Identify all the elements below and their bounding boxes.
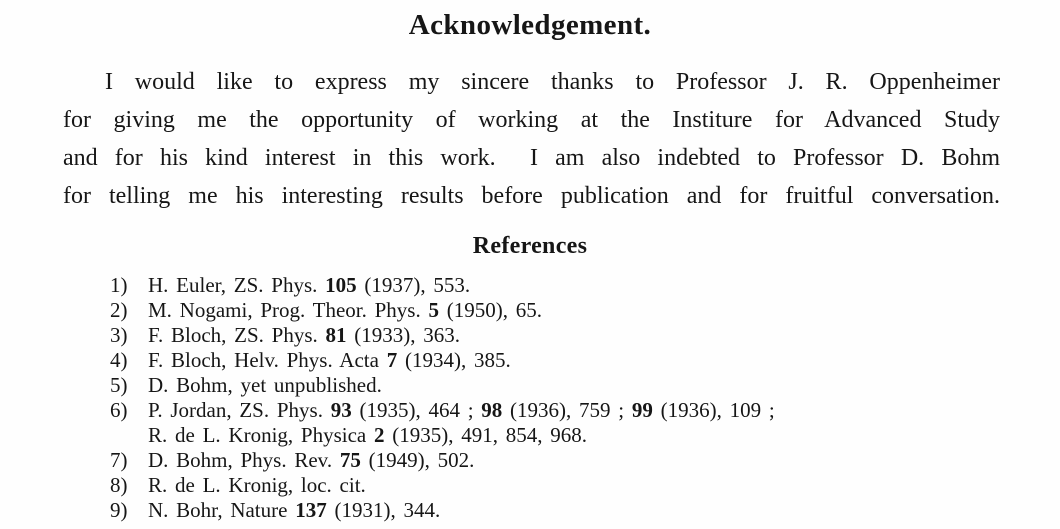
citation-text: (1937), 553. — [356, 273, 471, 297]
reference-number: 1) — [110, 273, 128, 297]
volume-number: 137 — [295, 498, 327, 522]
acknowledgement-heading: Acknowledgement. — [408, 9, 652, 41]
citation-text: (1936), 109 ; — [652, 398, 775, 422]
reference-text — [148, 373, 1060, 398]
reference-text — [148, 323, 1060, 348]
reference-text — [148, 348, 1060, 373]
acknowledgement-line: for telling me his interesting results before publication and for fruitful conversation. — [63, 183, 1000, 209]
citation-text: D. Bohm, yet unpublished. — [148, 373, 382, 397]
reference-item — [110, 473, 1060, 498]
reference-text — [148, 298, 1060, 323]
citation-text: M. Nogami, Prog. Theor. Phys. — [148, 298, 429, 322]
volume-number: 2 — [373, 423, 385, 447]
volume-number: 99 — [631, 398, 653, 422]
reference-text — [148, 398, 1060, 423]
citation-text: N. Bohr, Nature — [148, 498, 296, 522]
citation-text: P. Jordan, ZS. Phys. — [148, 398, 331, 422]
reference-text — [148, 448, 1060, 473]
reference-number: 5) — [110, 373, 128, 397]
reference-number: 6) — [110, 398, 128, 422]
reference-number: 4) — [110, 348, 128, 372]
citation-text: H. Euler, ZS. Phys. — [148, 273, 326, 297]
volume-number: 81 — [325, 323, 347, 347]
citation-text: (1935), 464 ; — [351, 398, 482, 422]
reference-text — [148, 473, 1060, 498]
reference-item — [110, 448, 1060, 473]
reference-text — [148, 423, 1060, 448]
reference-item — [110, 348, 1060, 373]
citation-text: R. de L. Kronig, Physica — [148, 423, 374, 447]
reference-item — [110, 273, 1060, 298]
reference-item — [110, 373, 1060, 398]
citation-text: (1935), 491, 854, 968. — [384, 423, 587, 447]
citation-text: D. Bohm, Phys. Rev. — [148, 448, 340, 472]
acknowledgement-paragraph — [63, 63, 1000, 215]
reference-continuation — [110, 423, 1060, 448]
citation-text: (1950), 65. — [438, 298, 542, 322]
citation-text: R. de L. Kronig, loc. cit. — [148, 473, 366, 497]
citation-text: (1936), 759 ; — [502, 398, 632, 422]
reference-item — [110, 298, 1060, 323]
references-heading: References — [472, 233, 588, 259]
reference-number: 2) — [110, 298, 128, 322]
citation-text: F. Bloch, Helv. Phys. Acta — [148, 348, 387, 372]
citation-text: (1934), 385. — [397, 348, 511, 372]
volume-number: 7 — [386, 348, 398, 372]
reference-number: 3) — [110, 323, 128, 347]
reference-text — [148, 498, 1060, 523]
references-list — [110, 273, 1060, 523]
acknowledgement-line: and for his kind interest in this work. I am also indebted to Professor D. Bohm — [63, 145, 1000, 171]
reference-item — [110, 398, 1060, 423]
reference-number: 8) — [110, 473, 128, 497]
citation-text: F. Bloch, ZS. Phys. — [148, 323, 326, 347]
acknowledgement-line: for giving me the opportunity of working at the Institure for Advanced Study — [63, 107, 1000, 133]
reference-text — [148, 273, 1060, 298]
reference-item — [110, 498, 1060, 523]
citation-text: (1933), 363. — [346, 323, 461, 347]
volume-number: 105 — [325, 273, 357, 297]
reference-number: 7) — [110, 448, 128, 472]
volume-number: 75 — [339, 448, 361, 472]
citation-text: (1931), 344. — [326, 498, 441, 522]
reference-number: 9) — [110, 498, 128, 522]
volume-number: 93 — [330, 398, 352, 422]
reference-item — [110, 323, 1060, 348]
volume-number: 98 — [481, 398, 503, 422]
volume-number: 5 — [428, 298, 439, 322]
acknowledgement-line: I would like to express my sincere thanks to Professor J. R. Oppenheimer — [105, 69, 1000, 95]
citation-text: (1949), 502. — [360, 448, 475, 472]
